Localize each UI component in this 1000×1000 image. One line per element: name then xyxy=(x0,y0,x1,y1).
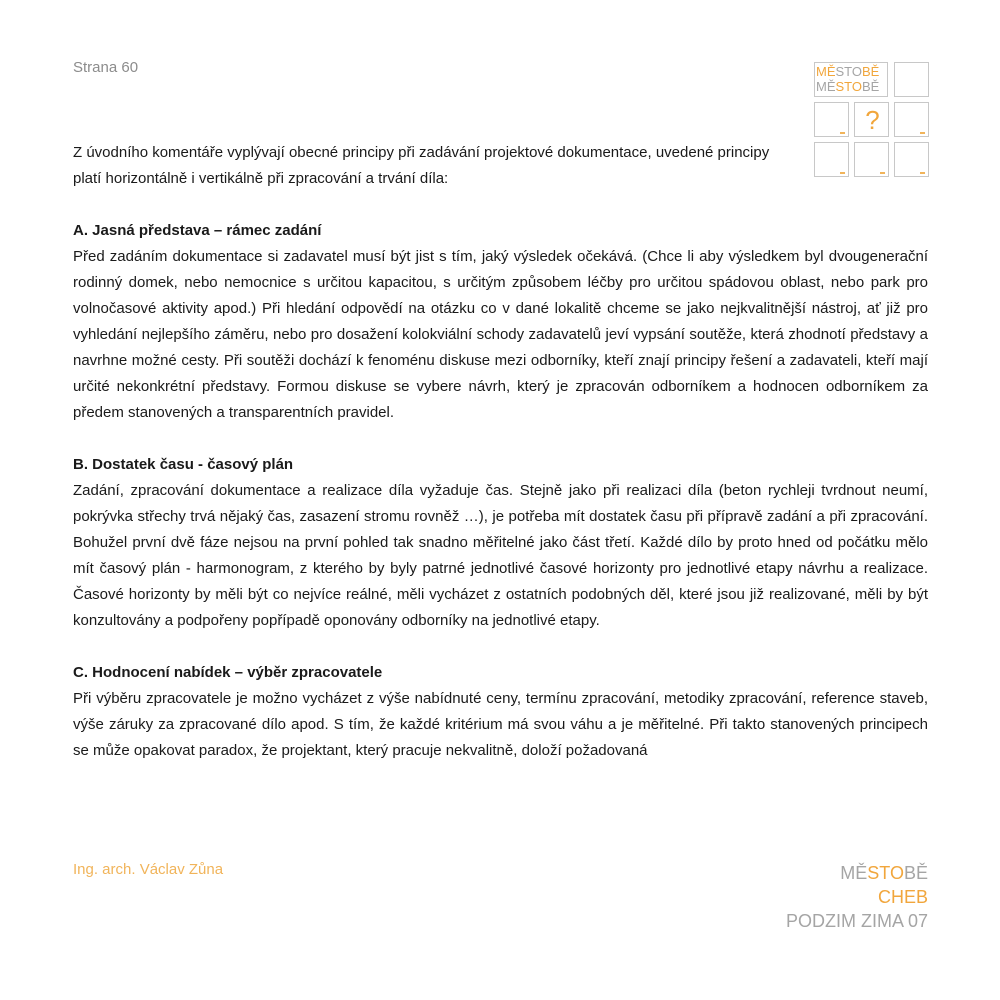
page-number: Strana 60 xyxy=(73,59,139,76)
logo-wordmark xyxy=(816,64,879,94)
footer-masthead xyxy=(786,861,928,933)
footer-brand: MĚSTOBĚ xyxy=(840,863,928,883)
intro-paragraph: Z úvodního komentáře vyplývají obecné principy při zadávání projektové dokumentace, uvedené principy platí horizontálně i vertikálně při zpracování a trvání díla: xyxy=(73,144,770,187)
section-paragraph: Zadání, zpracování dokumentace a realizace díla vyžaduje čas. Stejně jako při realizaci díla (beton rychleji tvrdnout neumí, pokrývka střechy trvá nějaký čas, zasazení stromu rovněž …), je potřeba mít dostatek času při přípravě zadání a při zpracování. Bohužel první dvě fáze nejsou na první pohled tak snadno měřitelné jako část třetí. Každé dílo by proto hned od počátku mělo mít časový plán - harmonogram, z kterého by byly patrné jednotlivé časové horizonty pro jednotlivé etapy návrhu a realizace. Časové horizonty by měli být co nejvíce reálné, měli vycházet z ostatních podobných děl, které jsou již realizované, měli by být konzultovány a podpořeny popřípadě oponovány odborníky na jednotlivé etapy. xyxy=(73,482,928,629)
article-body xyxy=(73,140,928,764)
footer-city: CHEB xyxy=(877,887,928,907)
section-c xyxy=(73,660,928,764)
logo-tick xyxy=(840,132,845,134)
section-heading: C. Hodnocení nabídek – výběr zpracovatele xyxy=(73,664,383,681)
section-paragraph: Před zadáním dokumentace si zadavatel musí být jist s tím, jaký výsledek očekává. (Chce li aby výsledkem byl dvougenerační rodinný domek, nebo nemocnice s určitou kapacitou, s určitým způsobem léčby pro určitou spádovou oblast, nebo park pro volnočasové aktivity apod.) Při hledání odpovědí na otázku co v dané lokalitě chceme se jako nejkvalitnější nástroj, ať již pro vyhledání nejlepšího záměru, nebo pro dosažení kolokviální schody zadavatelů jeví vypsání soutěže, která zhodnotí představy a navrhne možné cesty. Při soutěži dochází k fenoménu diskuse mezi odborníky, kteří znají principy řešení a zadavateli, kteří mají určité nekonkrétní představy. Formou diskuse se vybere návrh, který je zpracován odborníkem a hodnocen odborníkem za předem stanovených a transparentních pravidel. xyxy=(73,248,928,421)
logo-cell xyxy=(894,62,929,97)
footer-issue: PODZIM ZIMA 07 xyxy=(785,911,928,931)
logo-cell-question xyxy=(854,102,889,137)
logo-cell xyxy=(894,102,929,137)
logo-line-2: MĚSTOBĚ xyxy=(816,79,880,94)
section-paragraph: Při výběru zpracovatele je možno vycházet z výše nabídnuté ceny, termínu zpracování, metodiky zpracování, reference staveb, výše záruky za zpracované dílo apod. S tím, že každé kritérium má svou váhu a je měřitelné. Při takto stanovených principech se může opakovat paradox, že projektant, který pracuje nekvalitně, doloží požadovaná xyxy=(73,690,928,759)
question-mark-icon: ? xyxy=(865,105,880,135)
logo-line-1: MĚSTOBĚ xyxy=(816,64,880,79)
section-a xyxy=(73,218,928,426)
logo-tick xyxy=(920,132,925,134)
section-b xyxy=(73,452,928,634)
footer-author: Ing. arch. Václav Zůna xyxy=(73,861,224,878)
logo-cell-wordmark xyxy=(814,62,888,97)
section-heading: A. Jasná představa – rámec zadání xyxy=(73,222,322,239)
logo-cell xyxy=(814,102,849,137)
section-heading: B. Dostatek času - časový plán xyxy=(73,456,294,473)
